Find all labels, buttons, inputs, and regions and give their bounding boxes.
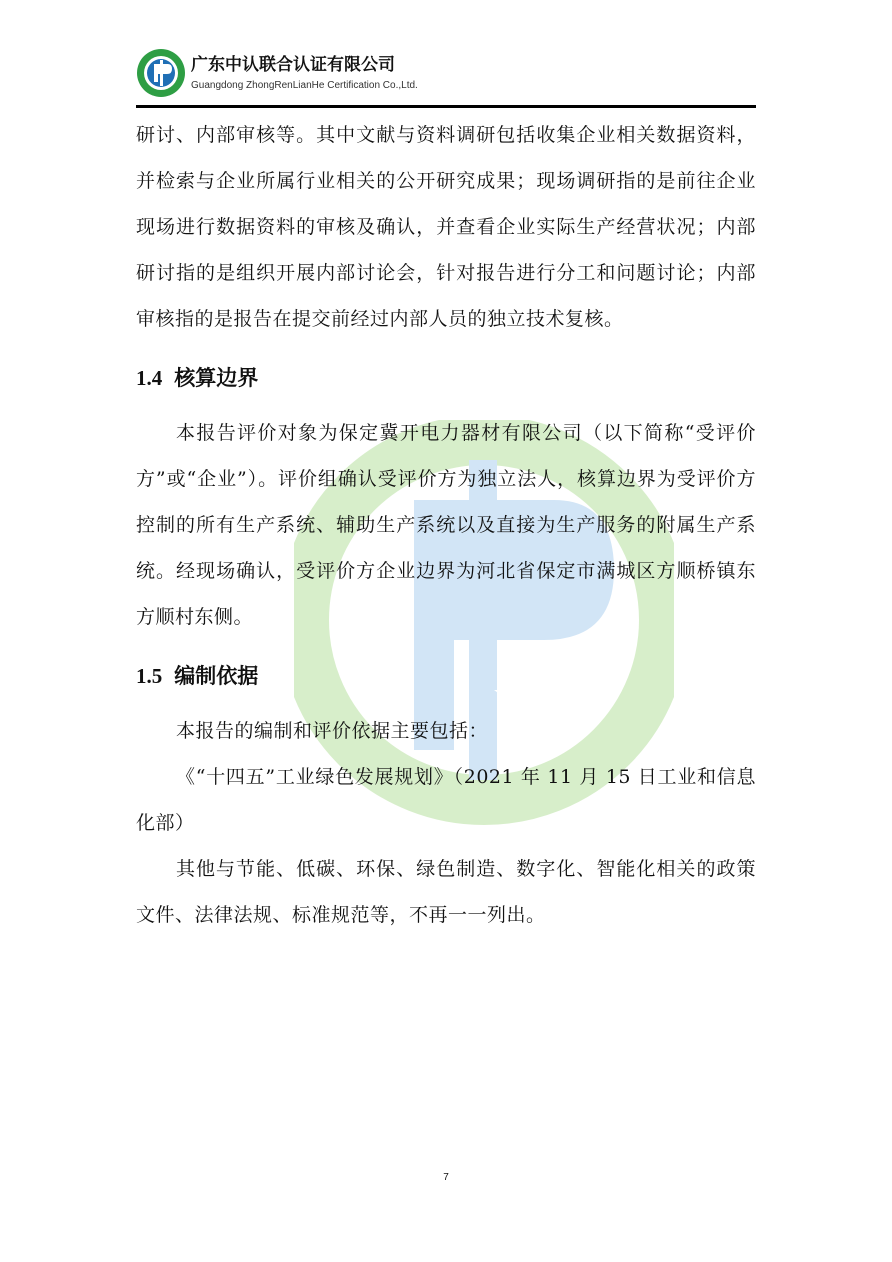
page-content — [136, 112, 756, 938]
section-number: 1.5 — [136, 664, 163, 688]
paragraph-boundary: 本报告评价对象为保定冀开电力器材有限公司（以下简称“受评价方”或“企业”）。评价组确认受评价方为独立法人，核算边界为受评价方控制的所有生产系统、辅助生产系统以及直接为生产服务的附属生产系统。经现场确认，受评价方企业边界为河北省保定市满城区方顺桥镇东方顺村东侧。 — [136, 422, 756, 628]
page-header — [136, 46, 756, 108]
section-title: 核算边界 — [174, 366, 259, 390]
paragraph-basis-other: 其他与节能、低碳、环保、绿色制造、数字化、智能化相关的政策文件、法律法规、标准规范等，不再一一列出。 — [136, 858, 756, 926]
section-title: 编制依据 — [174, 664, 259, 688]
section-number: 1.4 — [136, 366, 163, 390]
section-heading-1-5 — [136, 660, 756, 692]
paragraph-basis-plan: 《“十四五”工业绿色发展规划》（2021 年 11 月 15 日工业和信息化部） — [136, 766, 756, 834]
company-name-cn: 广东中认联合认证有限公司 — [191, 55, 395, 75]
paragraph-basis-intro: 本报告的编制和评价依据主要包括： — [176, 720, 489, 742]
section-heading-1-4 — [136, 362, 756, 394]
paragraph-intro: 研讨、内部审核等。其中文献与资料调研包括收集企业相关数据资料，并检索与企业所属行业相关的公开研究成果；现场调研指的是前往企业现场进行数据资料的审核及确认，并查看企业实际生产经营状况；内部研讨指的是组织开展内部讨论会，针对报告进行分工和问题讨论；内部审核指的是报告在提交前经过内部人员的独立技术复核。 — [136, 124, 756, 330]
company-logo-icon — [136, 48, 186, 98]
company-name-en: Guangdong ZhongRenLianHe Certification Co.,Ltd. — [191, 80, 418, 91]
header-rule — [136, 105, 756, 108]
page-number: 7 — [443, 1172, 449, 1183]
